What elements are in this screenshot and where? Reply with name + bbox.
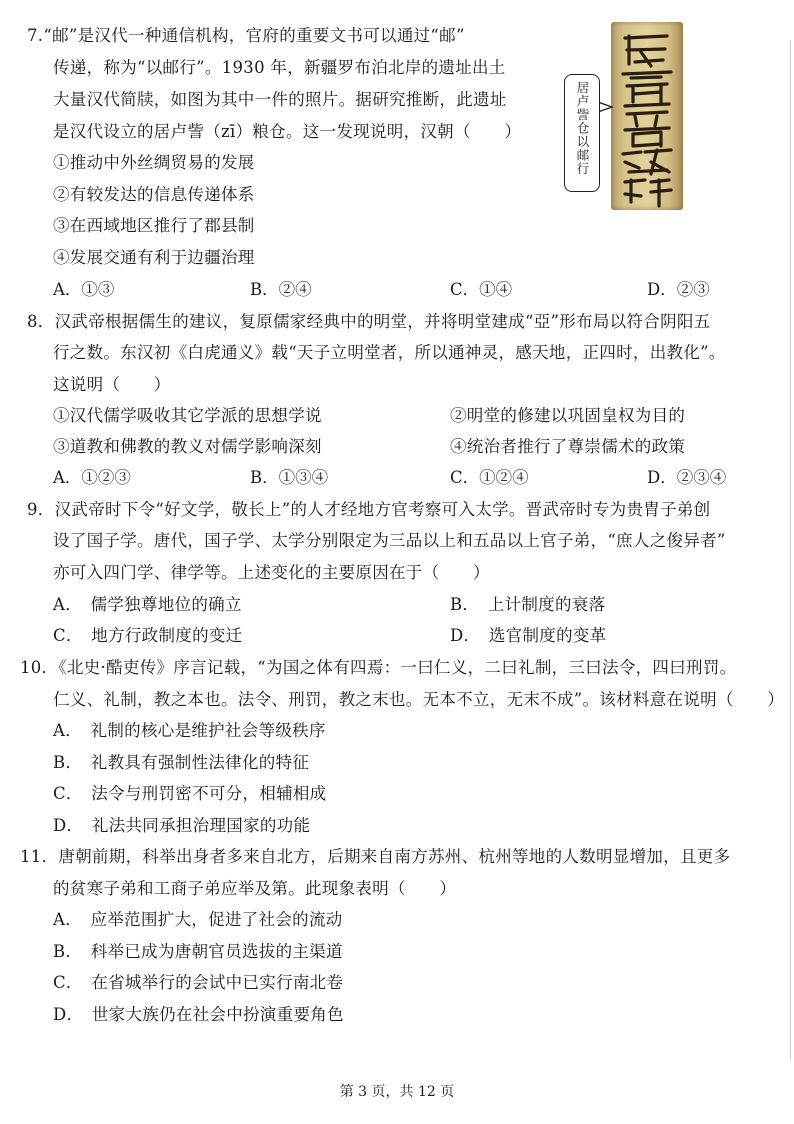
q7-statement-3: ③在西域地区推行了郡县制 [53,216,255,235]
q7-statement-2: ②有较发达的信息传递体系 [53,185,255,204]
q9-line-3: 亦可入四门学、律学等。上述变化的主要原因在于（ ） [53,563,490,582]
q7-option-c[interactable]: C．①④ [450,280,513,299]
page-number-footer: 第 3 页，共 12 页 [339,1084,455,1100]
q8-statement-1: ①汉代儒学吸收其它学派的思想学说 [53,406,322,425]
q10-option-a[interactable]: A． 礼制的核心是维护社会等级秩序 [53,721,326,740]
figure-callout-text: 居卢訾仓以邮行 [575,81,590,176]
q11-option-a[interactable]: A． 应举范围扩大，促进了社会的流动 [53,910,343,929]
q11-line-1: 11．唐朝前期，科举出身者多来自北方，后期来自南方苏州、杭州等地的人数明显增加，且更多 [20,847,731,866]
q7-statement-4: ④发展交通有利于边疆治理 [53,248,255,267]
q7-option-b[interactable]: B．②④ [250,280,312,299]
q7-line-4: 是汉代设立的居卢訾（zī）粮仓。这一发现说明，汉朝（ ） [53,122,522,141]
q7-line-2: 传递，称为“以邮行”。1930 年，新疆罗布泊北岸的遗址出土 [53,58,506,77]
q9-line-1: 9．汉武帝时下令“好文学，敬长上”的人才经地方官考察可入太学。晋武帝时专为贵胄子弟创 [27,500,711,519]
q8-line-2: 行之数。东汉初《白虎通义》载“天子立明堂者，所以通神灵，感天地，正四时，出教化”。 [53,343,726,362]
q7-option-a[interactable]: A．①③ [53,280,115,299]
q11-line-2: 的贫寒子弟和工商子弟应举及第。此现象表明（ ） [53,879,457,898]
q11-option-d[interactable]: D． 世家大族仍在社会中扮演重要角色 [53,1005,344,1024]
q8-statement-2: ②明堂的修建以巩固皇权为目的 [450,406,686,425]
callout-pointer [598,100,614,114]
q9-option-d[interactable]: D． 选官制度的变革 [450,626,607,645]
q8-option-b[interactable]: B．①③④ [250,468,329,487]
q8-statement-3: ③道教和佛教的教义对儒学影响深刻 [53,437,322,456]
q9-option-c[interactable]: C． 地方行政制度的变迁 [53,626,243,645]
slip-brush-strokes [611,22,683,210]
q9-line-2: 设了国子学。唐代，国子学、太学分别限定为三品以上和五品以上官子弟，“庶人之俊异者” [53,531,726,550]
q8-line-1: 8．汉武帝根据儒生的建议，复原儒家经典中的明堂，并将明堂建成“亞”形布局以符合阴阳五 [27,312,711,331]
q10-option-b[interactable]: B． 礼教具有强制性法律化的特征 [53,753,310,772]
q7-option-d[interactable]: D．②③ [647,280,710,299]
q8-line-3: 这说明（ ） [53,375,171,394]
q11-option-b[interactable]: B． 科举已成为唐朝官员选拔的主渠道 [53,942,343,961]
page-edge-line [790,40,791,1060]
q10-line-2: 仁义、礼制，教之本也。法令、刑罚，教之末也。无本不立，无末不成”。该材料意在说明（ ） [53,690,785,709]
q10-option-d[interactable]: D． 礼法共同承担治理国家的功能 [53,816,311,835]
q9-option-b[interactable]: B． 上计制度的衰落 [450,595,606,614]
bamboo-slip-image [611,22,683,210]
figure-callout [564,74,600,192]
q8-option-d[interactable]: D．②③④ [647,468,727,487]
q10-option-c[interactable]: C． 法令与刑罚密不可分，相辅相成 [53,784,327,803]
q7-line-1: 7.“邮”是汉代一种通信机构，官府的重要文书可以通过“邮” [27,26,465,45]
q8-option-a[interactable]: A．①②③ [53,468,131,487]
q10-line-1: 10．《北史·酷吏传》序言记载，“为国之体有四焉：一曰仁义，二曰礼制，三曰法令，四曰刑罚。 [20,658,737,677]
q7-line-3: 大量汉代简牍，如图为其中一件的照片。据研究推断，此遗址 [53,90,507,109]
q8-statement-4: ④统治者推行了尊崇儒术的政策 [450,437,686,456]
q8-option-c[interactable]: C．①②④ [450,468,529,487]
q9-option-a[interactable]: A． 儒学独尊地位的确立 [53,595,242,614]
q7-statement-1: ①推动中外丝绸贸易的发展 [53,153,255,172]
q11-option-c[interactable]: C． 在省城举行的会试中已实行南北卷 [53,973,344,992]
